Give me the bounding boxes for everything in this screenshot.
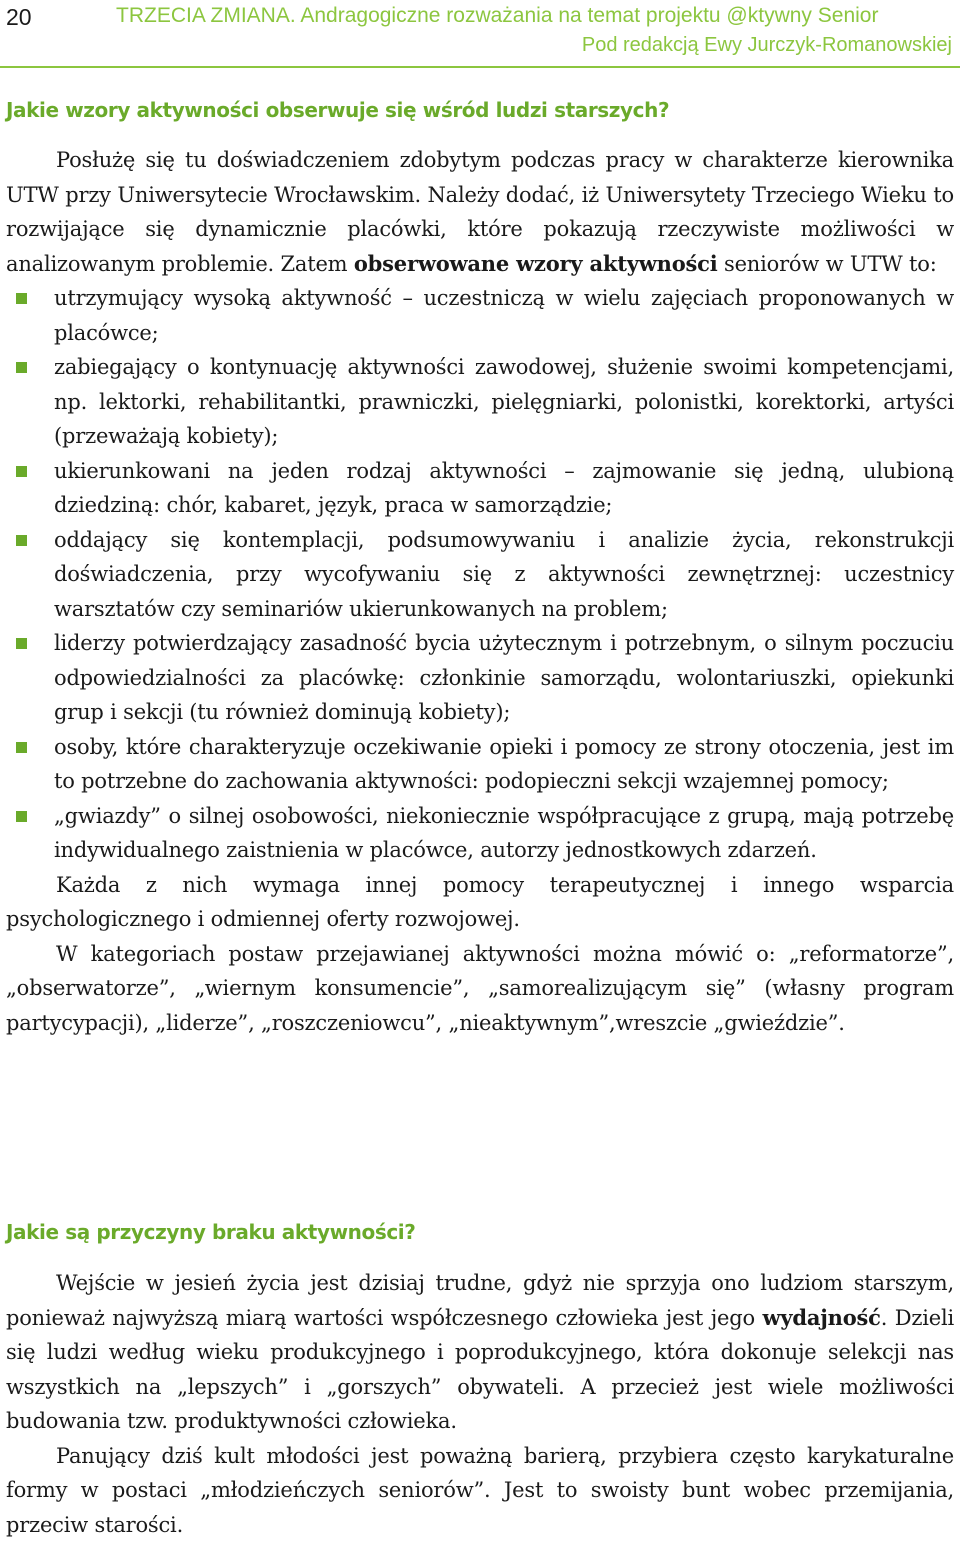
activity-patterns-list	[6, 281, 954, 868]
list-item-text: utrzymujący wysoką aktywność – uczestniczą w wielu zajęciach proponowanych w placówce;	[54, 286, 954, 345]
paragraph-therapeutic-support: Każda z nich wymaga innej pomocy terapeutycznej i innego wsparcia psychologicznego i odmiennej oferty rozwojowej.	[6, 872, 954, 931]
list-item	[6, 730, 954, 799]
list-item-text: „gwiazdy” o silnej osobowości, niekoniecznie współpracujące z grupą, mają potrzebę indywidualnego zaistnienia w placówce, autorzy jednostkowych zdarzeń.	[54, 803, 954, 862]
list-item	[6, 281, 954, 350]
paragraph-attitude-categories: W kategoriach postaw przejawianej aktywności można mówić o: „reformatorze”, „obserwatorze”, „wiernym konsumencie”, „samorealizującym się” (własny program partycypacji), „liderze”, „roszczeniowcu”, „nieaktywnym”,wreszcie „gwieździe”.	[6, 941, 954, 1035]
list-item	[6, 799, 954, 868]
list-item	[6, 454, 954, 523]
running-title: TRZECIA ZMIANA. Andragogiczne rozważania na temat projektu @ktywny Senior	[116, 4, 879, 27]
running-subtitle: Pod redakcją Ewy Jurczyk-Romanowskiej	[581, 34, 952, 56]
paragraph-text-end: . Dzieli się ludzi według wieku produkcyjnego i poprodukcyjnego, która dokonuje selekcji nas wszystkich na „lepszych” i „gorszych” obywateli. A przecież jest wiele możliwości budowania tzw. produktywności człowieka.	[6, 1305, 954, 1433]
square-bullet-icon	[16, 535, 27, 546]
square-bullet-icon	[16, 638, 27, 649]
square-bullet-icon	[16, 362, 27, 373]
paragraph-productivity	[6, 1266, 954, 1439]
square-bullet-icon	[16, 811, 27, 822]
page-number: 20	[6, 4, 32, 30]
section-inactivity-causes-body	[6, 1266, 954, 1542]
square-bullet-icon	[16, 293, 27, 304]
square-bullet-icon	[16, 466, 27, 477]
intro-paragraph	[6, 143, 954, 281]
list-item	[6, 350, 954, 454]
list-item-text: ukierunkowani na jeden rodzaj aktywności – zajmowanie się jedną, ulubioną dziedziną: chór, kabaret, język, praca w samorządzie;	[54, 458, 954, 517]
paragraph-text: Wejście w jesień życia jest dzisiaj trudne, gdyż nie sprzyja ono ludziom starszym, ponieważ najwyższą miarą wartości współczesnego człowieka jest jego	[6, 1271, 954, 1330]
list-item-text: liderzy potwierdzający zasadność bycia użytecznym i potrzebnym, o silnym poczuciu odpowiedzialności za placówkę: członkinie samorządu, wolontariuszki, opiekunki grup i sekcji (tu również dominują kobiety);	[54, 631, 954, 724]
list-item-text: osoby, które charakteryzuje oczekiwanie opieki i pomocy ze strony otoczenia, jest im to potrzebne do zachowania aktywności: podopieczni sekcji wzajemnej pomocy;	[54, 734, 954, 793]
list-item-text: oddający się kontemplacji, podsumowywaniu i analizie życia, rekonstrukcji doświadczenia, przy wycofywaniu się z aktywności zewnętrznej: uczestnicy warsztatów czy seminariów ukierunkowanych na problem;	[54, 527, 954, 621]
section-activity-patterns-body	[6, 143, 954, 1040]
section-heading-activity-patterns: Jakie wzory aktywności obserwuje się wśród ludzi starszych?	[6, 98, 670, 122]
square-bullet-icon	[16, 742, 27, 753]
section-heading-inactivity-causes: Jakie są przyczyny braku aktywności?	[6, 1220, 416, 1244]
list-item-text: zabiegający o kontynuację aktywności zawodowej, służenie swoimi kompetencjami, np. lektorki, rehabilitantki, prawniczki, pielęgniarki, polonistki, korektorki, artyści (przeważają kobiety);	[54, 355, 954, 448]
paragraph-youth-cult: Panujący dziś kult młodości jest poważną barierą, przybiera często karykaturalne formy w postaci „młodzieńczych seniorów”. Jest to swoisty bunt wobec przemijania, przeciw starości.	[6, 1443, 954, 1537]
header-rule	[0, 66, 960, 68]
intro-emphasis: obserwowane wzory aktywności	[353, 250, 718, 276]
list-item	[6, 523, 954, 627]
paragraph-emphasis: wydajność	[762, 1304, 881, 1330]
intro-text: Posłużę się tu doświadczeniem zdobytym podczas pracy w charakterze kierownika UTW przy Uniwersytecie Wrocławskim. Należy dodać, iż Uniwersytety Trzeciego Wieku to rozwijające się dynamicznie placówki, które pokazują rzeczywiste możliwości w analizowanym problemie. Zatem	[6, 148, 954, 276]
intro-text-end: seniorów w UTW to:	[717, 251, 937, 276]
list-item	[6, 626, 954, 730]
